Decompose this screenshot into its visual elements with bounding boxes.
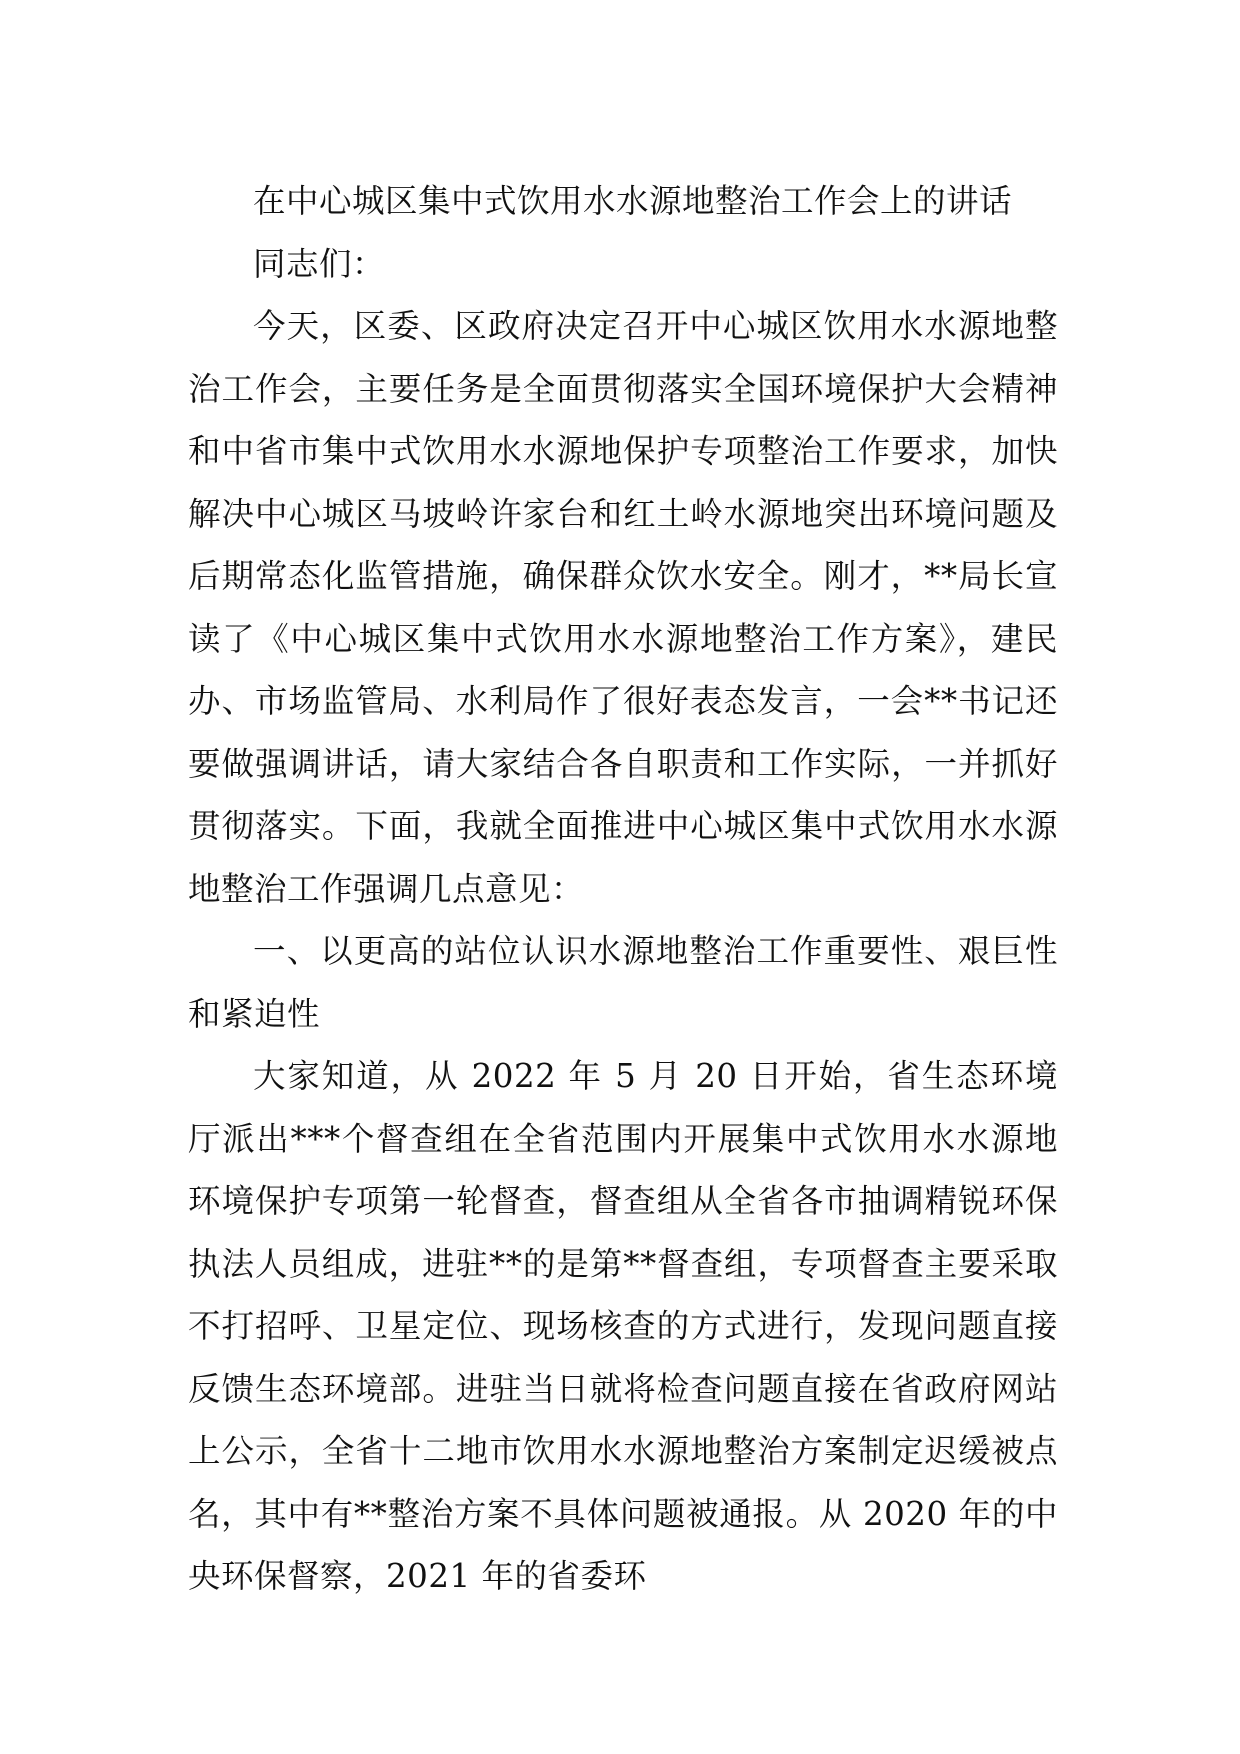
greeting: 同志们： (253, 244, 386, 283)
paragraph-intro: 今天，区委、区政府决定召开中心城区饮用水水源地整治工作会，主要任务是全面贯彻落实全国环境保护大会精神和中省市集中式饮用水水源地保护专项整治工作要求，加快解决中心城区马坡岭许家台和红土岭水源地突出环境问题及后期常态化监管措施，确保群众饮水安全。刚才，**局长宣读了《中心城区集中式饮用水水源地整治工作方案》，建民办、市场监管局、水利局作了很好表态发言，一会**书记还要做强调讲话，请大家结合各自职责和工作实际，一并抓好贯彻落实。下面，我就全面推进中心城区集中式饮用水水源地整治工作强调几点意见： (188, 307, 1058, 908)
paragraph-supervision: 大家知道，从 2022 年 5 月 20 日开始，省生态环境厅派出***个督查组在全省范围内开展集中式饮用水水源地环境保护专项第一轮督查，督查组从全省各市抽调精锐环保执法人员组成，进驻**的是第**督查组，专项督查主要采取不打招呼、卫星定位、现场核查的方式进行，发现问题直接反馈生态环境部。进驻当日就将检查问题直接在省政府网站上公示，全省十二地市饮用水水源地整治方案制定迟缓被点名，其中有**整治方案不具体问题被通报。从 2020 年的中央环保督察，2021 年的省委环 (188, 1057, 1058, 1595)
document-body (188, 170, 1058, 1608)
section-heading-1: 一、以更高的站位认识水源地整治工作重要性、艰巨性和紧迫性 (188, 932, 1058, 1033)
document-title: 在中心城区集中式饮用水水源地整治工作会上的讲话 (253, 182, 1013, 220)
